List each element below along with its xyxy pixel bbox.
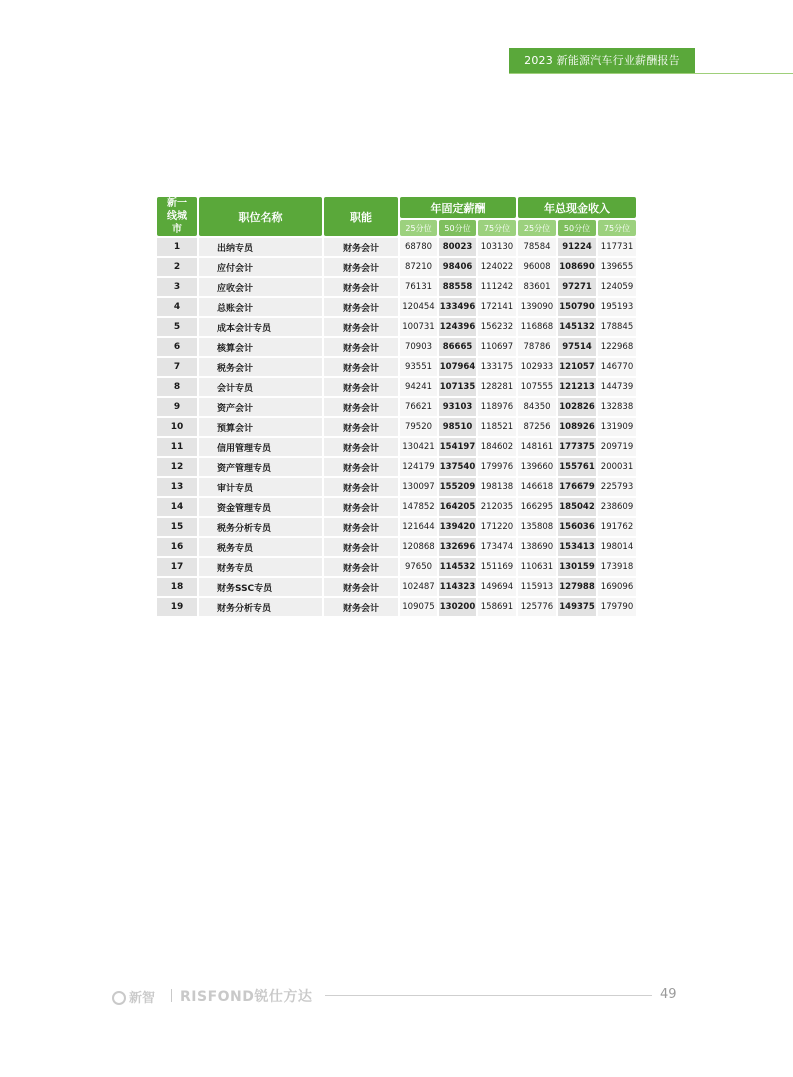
total-p75-cell: 132838 <box>598 398 636 416</box>
header-total-p25: 25分位 <box>518 220 556 236</box>
job-title-cell: 出纳专员 <box>199 238 322 256</box>
fixed-p50-cell: 93103 <box>439 398 476 416</box>
total-p50-cell: 121057 <box>558 358 596 376</box>
job-title-cell: 信用管理专员 <box>199 438 322 456</box>
header-function: 职能 <box>324 197 398 236</box>
xinzhi-logo-icon <box>112 991 126 1005</box>
total-p50-cell: 97514 <box>558 338 596 356</box>
fixed-p75-cell: 133175 <box>478 358 516 376</box>
function-cell: 财务会计 <box>324 598 398 616</box>
row-number: 12 <box>157 458 197 476</box>
fixed-p25-cell: 124179 <box>400 458 437 476</box>
salary-table-body <box>157 238 636 616</box>
job-title-cell: 成本会计专员 <box>199 318 322 336</box>
function-cell: 财务会计 <box>324 438 398 456</box>
total-p50-cell: 127988 <box>558 578 596 596</box>
fixed-p25-cell: 93551 <box>400 358 437 376</box>
row-number: 3 <box>157 278 197 296</box>
total-p75-cell: 198014 <box>598 538 636 556</box>
header-fixed-p50: 50分位 <box>439 220 476 236</box>
fixed-p75-cell: 151169 <box>478 558 516 576</box>
fixed-p50-cell: 107964 <box>439 358 476 376</box>
fixed-p75-cell: 110697 <box>478 338 516 356</box>
job-title-cell: 资产管理专员 <box>199 458 322 476</box>
total-p75-cell: 139655 <box>598 258 636 276</box>
table-row <box>157 238 636 256</box>
total-p75-cell: 124059 <box>598 278 636 296</box>
table-row <box>157 418 636 436</box>
fixed-p75-cell: 118521 <box>478 418 516 436</box>
total-p25-cell: 139660 <box>518 458 556 476</box>
fixed-p25-cell: 120868 <box>400 538 437 556</box>
job-title-cell: 税务会计 <box>199 358 322 376</box>
fixed-p75-cell: 124022 <box>478 258 516 276</box>
job-title-cell: 审计专员 <box>199 478 322 496</box>
fixed-p25-cell: 147852 <box>400 498 437 516</box>
fixed-p75-cell: 171220 <box>478 518 516 536</box>
fixed-p75-cell: 128281 <box>478 378 516 396</box>
fixed-p50-cell: 132696 <box>439 538 476 556</box>
job-title-cell: 应付会计 <box>199 258 322 276</box>
total-p25-cell: 146618 <box>518 478 556 496</box>
job-title-cell: 资金管理专员 <box>199 498 322 516</box>
fixed-p25-cell: 76131 <box>400 278 437 296</box>
fixed-p75-cell: 179976 <box>478 458 516 476</box>
total-p25-cell: 116868 <box>518 318 556 336</box>
row-number: 9 <box>157 398 197 416</box>
job-title-cell: 预算会计 <box>199 418 322 436</box>
row-number: 11 <box>157 438 197 456</box>
total-p25-cell: 102933 <box>518 358 556 376</box>
table-row <box>157 598 636 616</box>
risfond-logo: RISFOND锐仕方达 <box>180 989 313 1005</box>
header-job-title: 职位名称 <box>199 197 322 236</box>
header-total-cash: 年总现金收入 <box>518 197 636 218</box>
fixed-p50-cell: 164205 <box>439 498 476 516</box>
total-p50-cell: 121213 <box>558 378 596 396</box>
fixed-p50-cell: 139420 <box>439 518 476 536</box>
row-number: 6 <box>157 338 197 356</box>
row-number: 13 <box>157 478 197 496</box>
total-p75-cell: 200031 <box>598 458 636 476</box>
row-number: 17 <box>157 558 197 576</box>
fixed-p25-cell: 87210 <box>400 258 437 276</box>
job-title-cell: 总账会计 <box>199 298 322 316</box>
fixed-p25-cell: 120454 <box>400 298 437 316</box>
total-p50-cell: 108926 <box>558 418 596 436</box>
total-p25-cell: 166295 <box>518 498 556 516</box>
total-p75-cell: 238609 <box>598 498 636 516</box>
fixed-p75-cell: 172141 <box>478 298 516 316</box>
total-p75-cell: 191762 <box>598 518 636 536</box>
total-p25-cell: 107555 <box>518 378 556 396</box>
fixed-p50-cell: 88558 <box>439 278 476 296</box>
total-p25-cell: 84350 <box>518 398 556 416</box>
logo-divider <box>171 989 172 1002</box>
footer-rule <box>325 995 652 996</box>
total-p25-cell: 125776 <box>518 598 556 616</box>
function-cell: 财务会计 <box>324 358 398 376</box>
report-title-tag: 2023 新能源汽车行业薪酬报告 <box>509 48 695 73</box>
total-p25-cell: 110631 <box>518 558 556 576</box>
fixed-p25-cell: 79520 <box>400 418 437 436</box>
table-row <box>157 298 636 316</box>
total-p25-cell: 87256 <box>518 418 556 436</box>
row-number: 15 <box>157 518 197 536</box>
header-total-p75: 75分位 <box>598 220 636 236</box>
total-p50-cell: 108690 <box>558 258 596 276</box>
fixed-p25-cell: 97650 <box>400 558 437 576</box>
total-p25-cell: 96008 <box>518 258 556 276</box>
table-row <box>157 318 636 336</box>
total-p50-cell: 97271 <box>558 278 596 296</box>
function-cell: 财务会计 <box>324 398 398 416</box>
xinzhi-logo-text: 新智 <box>129 991 156 1006</box>
total-p25-cell: 138690 <box>518 538 556 556</box>
job-title-cell: 税务分析专员 <box>199 518 322 536</box>
fixed-p50-cell: 114323 <box>439 578 476 596</box>
row-number: 19 <box>157 598 197 616</box>
row-number: 2 <box>157 258 197 276</box>
function-cell: 财务会计 <box>324 518 398 536</box>
total-p75-cell: 225793 <box>598 478 636 496</box>
function-cell: 财务会计 <box>324 498 398 516</box>
fixed-p25-cell: 76621 <box>400 398 437 416</box>
fixed-p25-cell: 121644 <box>400 518 437 536</box>
page-number: 49 <box>660 987 677 1002</box>
header-fixed-p75: 75分位 <box>478 220 516 236</box>
header-rule <box>509 73 793 74</box>
table-row <box>157 538 636 556</box>
function-cell: 财务会计 <box>324 278 398 296</box>
fixed-p75-cell: 184602 <box>478 438 516 456</box>
job-title-cell: 财务SSC专员 <box>199 578 322 596</box>
total-p50-cell: 130159 <box>558 558 596 576</box>
total-p75-cell: 131909 <box>598 418 636 436</box>
fixed-p50-cell: 80023 <box>439 238 476 256</box>
job-title-cell: 应收会计 <box>199 278 322 296</box>
row-number: 14 <box>157 498 197 516</box>
xinzhi-logo <box>112 987 155 1006</box>
table-row <box>157 478 636 496</box>
job-title-cell: 核算会计 <box>199 338 322 356</box>
table-row <box>157 398 636 416</box>
fixed-p25-cell: 100731 <box>400 318 437 336</box>
row-number: 4 <box>157 298 197 316</box>
fixed-p50-cell: 86665 <box>439 338 476 356</box>
table-row <box>157 458 636 476</box>
job-title-cell: 税务专员 <box>199 538 322 556</box>
total-p25-cell: 83601 <box>518 278 556 296</box>
row-number: 1 <box>157 238 197 256</box>
fixed-p25-cell: 94241 <box>400 378 437 396</box>
total-p75-cell: 144739 <box>598 378 636 396</box>
fixed-p50-cell: 98510 <box>439 418 476 436</box>
table-row <box>157 258 636 276</box>
row-number: 18 <box>157 578 197 596</box>
fixed-p50-cell: 107135 <box>439 378 476 396</box>
fixed-p25-cell: 70903 <box>400 338 437 356</box>
total-p25-cell: 115913 <box>518 578 556 596</box>
total-p75-cell: 179790 <box>598 598 636 616</box>
total-p75-cell: 173918 <box>598 558 636 576</box>
fixed-p50-cell: 130200 <box>439 598 476 616</box>
fixed-p25-cell: 68780 <box>400 238 437 256</box>
fixed-p50-cell: 155209 <box>439 478 476 496</box>
function-cell: 财务会计 <box>324 558 398 576</box>
function-cell: 财务会计 <box>324 478 398 496</box>
fixed-p75-cell: 158691 <box>478 598 516 616</box>
table-row <box>157 278 636 296</box>
table-row <box>157 558 636 576</box>
function-cell: 财务会计 <box>324 538 398 556</box>
fixed-p75-cell: 118976 <box>478 398 516 416</box>
total-p50-cell: 145132 <box>558 318 596 336</box>
header-fixed-pay: 年固定薪酬 <box>400 197 516 218</box>
total-p75-cell: 209719 <box>598 438 636 456</box>
total-p25-cell: 135808 <box>518 518 556 536</box>
fixed-p75-cell: 156232 <box>478 318 516 336</box>
total-p75-cell: 178845 <box>598 318 636 336</box>
fixed-p50-cell: 124396 <box>439 318 476 336</box>
salary-table <box>155 195 638 618</box>
function-cell: 财务会计 <box>324 318 398 336</box>
table-row <box>157 518 636 536</box>
fixed-p50-cell: 98406 <box>439 258 476 276</box>
total-p50-cell: 155761 <box>558 458 596 476</box>
function-cell: 财务会计 <box>324 418 398 436</box>
total-p75-cell: 146770 <box>598 358 636 376</box>
fixed-p50-cell: 137540 <box>439 458 476 476</box>
table-row <box>157 498 636 516</box>
function-cell: 财务会计 <box>324 338 398 356</box>
fixed-p75-cell: 111242 <box>478 278 516 296</box>
total-p25-cell: 78584 <box>518 238 556 256</box>
fixed-p75-cell: 103130 <box>478 238 516 256</box>
total-p50-cell: 177375 <box>558 438 596 456</box>
table-row <box>157 578 636 596</box>
header-city: 新一线城市 <box>157 197 197 236</box>
fixed-p25-cell: 109075 <box>400 598 437 616</box>
table-row <box>157 338 636 356</box>
total-p75-cell: 117731 <box>598 238 636 256</box>
total-p50-cell: 185042 <box>558 498 596 516</box>
total-p50-cell: 102826 <box>558 398 596 416</box>
function-cell: 财务会计 <box>324 578 398 596</box>
fixed-p25-cell: 130421 <box>400 438 437 456</box>
row-number: 5 <box>157 318 197 336</box>
row-number: 10 <box>157 418 197 436</box>
footer <box>112 985 682 1007</box>
fixed-p75-cell: 173474 <box>478 538 516 556</box>
fixed-p50-cell: 133496 <box>439 298 476 316</box>
function-cell: 财务会计 <box>324 238 398 256</box>
header-fixed-p25: 25分位 <box>400 220 437 236</box>
total-p75-cell: 122968 <box>598 338 636 356</box>
fixed-p25-cell: 130097 <box>400 478 437 496</box>
total-p50-cell: 156036 <box>558 518 596 536</box>
table-row <box>157 438 636 456</box>
table-row <box>157 358 636 376</box>
function-cell: 财务会计 <box>324 298 398 316</box>
total-p50-cell: 91224 <box>558 238 596 256</box>
total-p50-cell: 176679 <box>558 478 596 496</box>
row-number: 8 <box>157 378 197 396</box>
total-p50-cell: 153413 <box>558 538 596 556</box>
job-title-cell: 资产会计 <box>199 398 322 416</box>
function-cell: 财务会计 <box>324 258 398 276</box>
total-p25-cell: 148161 <box>518 438 556 456</box>
total-p75-cell: 195193 <box>598 298 636 316</box>
fixed-p50-cell: 114532 <box>439 558 476 576</box>
fixed-p75-cell: 149694 <box>478 578 516 596</box>
table-row <box>157 378 636 396</box>
row-number: 16 <box>157 538 197 556</box>
function-cell: 财务会计 <box>324 458 398 476</box>
total-p50-cell: 149375 <box>558 598 596 616</box>
header-total-p50: 50分位 <box>558 220 596 236</box>
fixed-p75-cell: 198138 <box>478 478 516 496</box>
total-p25-cell: 139090 <box>518 298 556 316</box>
job-title-cell: 财务分析专员 <box>199 598 322 616</box>
fixed-p50-cell: 154197 <box>439 438 476 456</box>
fixed-p75-cell: 212035 <box>478 498 516 516</box>
job-title-cell: 会计专员 <box>199 378 322 396</box>
job-title-cell: 财务专员 <box>199 558 322 576</box>
fixed-p25-cell: 102487 <box>400 578 437 596</box>
total-p25-cell: 78786 <box>518 338 556 356</box>
row-number: 7 <box>157 358 197 376</box>
function-cell: 财务会计 <box>324 378 398 396</box>
total-p50-cell: 150790 <box>558 298 596 316</box>
total-p75-cell: 169096 <box>598 578 636 596</box>
